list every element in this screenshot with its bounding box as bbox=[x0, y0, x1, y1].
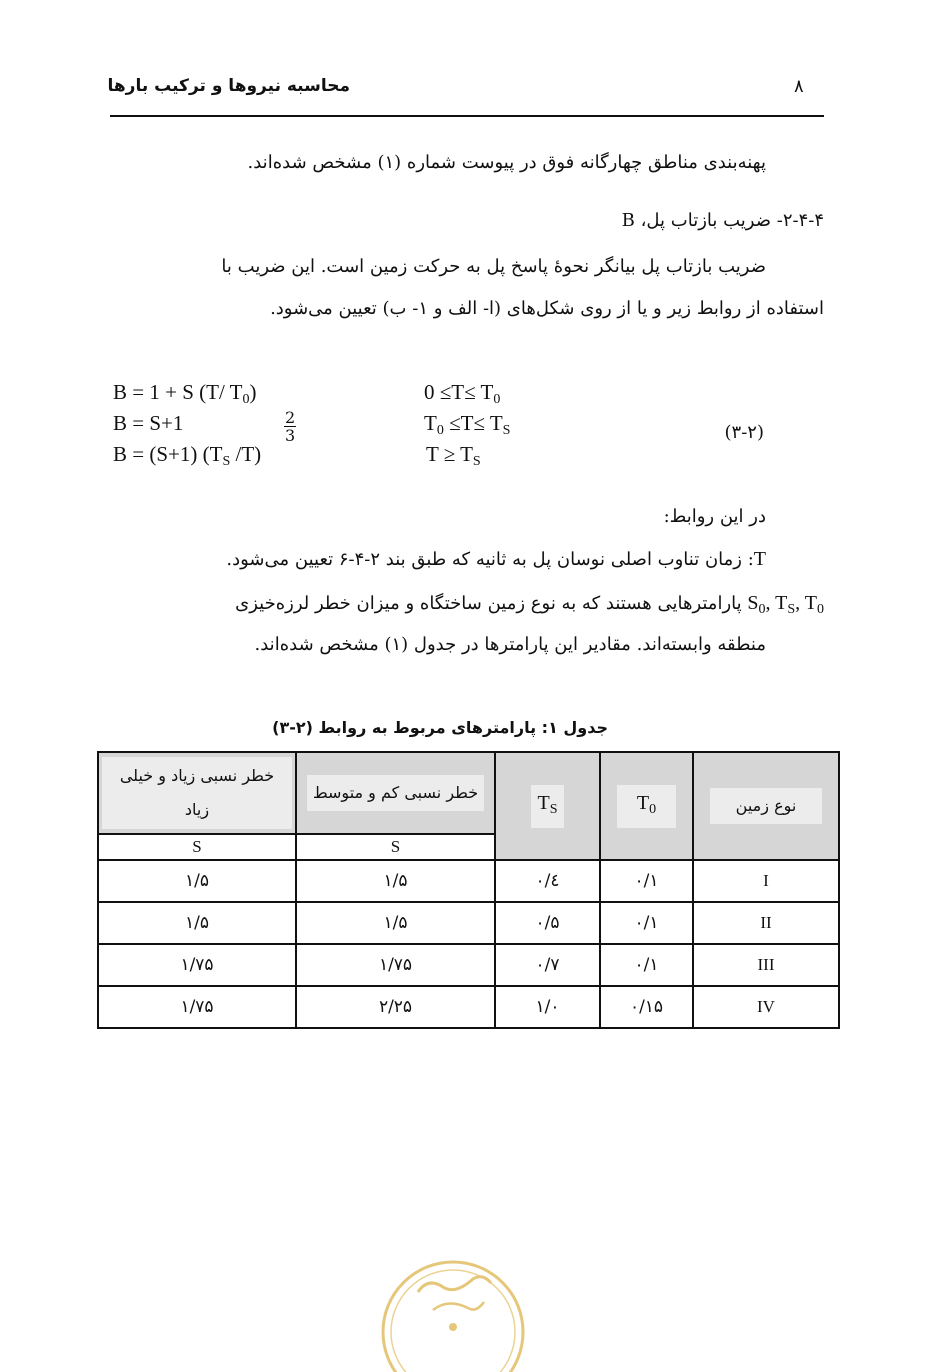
t0-value: ۰/۱۵ bbox=[600, 986, 693, 1028]
ts-value: ۰/۷ bbox=[495, 944, 600, 986]
equation-3: B = (S+1) ($T_S$ /T) bbox=[113, 442, 262, 469]
soil-type-value: I bbox=[693, 860, 839, 902]
seal-inner-ring bbox=[391, 1270, 515, 1372]
section-heading: ۲-۴-۴- ضریب بازتاب پل، B bbox=[621, 210, 824, 231]
exponent-fraction bbox=[284, 409, 296, 444]
params-definition-line1: $S_0$, $T_S$, $T_0$ پارامترهایی هستند که به نوع زمین ساختگاه و میزان خطر لرزه‌خیزی bbox=[235, 592, 824, 617]
equation-1: B = 1 + S (T/ $T_0$) bbox=[113, 380, 257, 407]
t0-value: ۰/۱ bbox=[600, 860, 693, 902]
parameters-table bbox=[97, 751, 840, 1029]
header-low-risk: خطر نسبی کم و متوسط bbox=[296, 752, 495, 834]
s-low-value: ۲/۲۵ bbox=[296, 986, 495, 1028]
section-paragraph-line1: ضریب بازتاب پل بیانگر نحوهٔ پاسخ پل به حرکت زمین است. این ضریب با bbox=[221, 256, 766, 277]
exponent-denominator: 3 bbox=[285, 426, 296, 445]
ts-value: ۰/۵ bbox=[495, 902, 600, 944]
ts-value: ۰/٤ bbox=[495, 860, 600, 902]
chapter-title: محاسبه نیروها و ترکیب بارها bbox=[107, 76, 350, 96]
t0-value: ۰/۱ bbox=[600, 902, 693, 944]
intro-paragraph: پهنه‌بندی مناطق چهارگانه فوق در پیوست شماره (۱) مشخص شده‌اند. bbox=[247, 152, 766, 173]
t-symbol: T bbox=[753, 548, 766, 570]
soil-type-value: II bbox=[693, 902, 839, 944]
s-low-value: ۱/۵ bbox=[296, 860, 495, 902]
seal-dot bbox=[449, 1323, 457, 1331]
header-high-risk: خطر نسبی زیاد و خیلی زیاد bbox=[98, 752, 296, 834]
seal-outer-ring bbox=[383, 1262, 523, 1372]
section-paragraph-line2: استفاده از روابط زیر و یا از روی شکل‌های (ا- الف و ۱- ب) تعیین می‌شود. bbox=[270, 298, 824, 319]
table-row bbox=[98, 860, 839, 902]
exponent-numerator: 2 bbox=[285, 408, 296, 427]
params-symbols: $S_0$, $T_S$, $T_0$ bbox=[747, 592, 824, 617]
s-high-value: ۱/۷۵ bbox=[98, 986, 296, 1028]
relations-intro: در این روابط: bbox=[663, 506, 766, 527]
header-soil-type: نوع زمین bbox=[693, 752, 839, 860]
ts-value: ۱/۰ bbox=[495, 986, 600, 1028]
header-s-high: S bbox=[98, 834, 296, 860]
header-ts: $T_S$ bbox=[495, 752, 600, 860]
header-rule bbox=[110, 115, 824, 117]
header-s-low: S bbox=[296, 834, 495, 860]
s-low-value: ۱/۷۵ bbox=[296, 944, 495, 986]
condition-3: $T \ge T_S$ bbox=[426, 442, 481, 469]
soil-type-value: IV bbox=[693, 986, 839, 1028]
s-high-value: ۱/۷۵ bbox=[98, 944, 296, 986]
header-t0: $T_0$ bbox=[600, 752, 693, 860]
s-low-value: ۱/۵ bbox=[296, 902, 495, 944]
s-high-value: ۱/۵ bbox=[98, 860, 296, 902]
condition-1: $0 \le T\le T_0$ bbox=[424, 380, 501, 407]
t-definition: T: زمان تناوب اصلی نوسان پل به ثانیه که طبق بند ۲-۴-۶ تعیین می‌شود. bbox=[226, 548, 766, 570]
equation-2: B = S+1 bbox=[113, 411, 184, 435]
t0-value: ۰/۱ bbox=[600, 944, 693, 986]
soil-type-value: III bbox=[693, 944, 839, 986]
page-number: ۸ bbox=[794, 76, 804, 97]
condition-2: $T_0 \le T\le T_S$ bbox=[424, 411, 511, 438]
table-row bbox=[98, 986, 839, 1028]
equation-number: (۳-۲) bbox=[724, 422, 764, 443]
table-caption: جدول ۱: پارامترهای مربوط به روابط (۲-۳) bbox=[272, 718, 608, 737]
s-high-value: ۱/۵ bbox=[98, 902, 296, 944]
seal-script-stroke bbox=[433, 1302, 484, 1310]
seal-script-stroke bbox=[418, 1277, 491, 1292]
table-row bbox=[98, 944, 839, 986]
params-definition-line2: منطقه وابسته‌اند. مقادیر این پارامترها در جدول (۱) مشخص شده‌اند. bbox=[254, 634, 766, 655]
publisher-seal-logo bbox=[378, 1252, 528, 1372]
table-row bbox=[98, 902, 839, 944]
